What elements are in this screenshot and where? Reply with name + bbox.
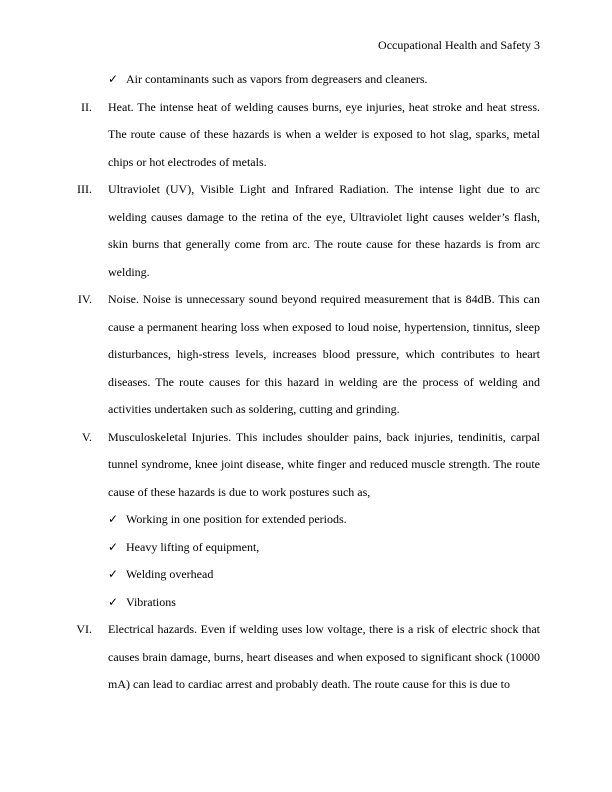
running-head: Occupational Health and Safety 3: [378, 38, 540, 52]
bullet-posture-2: [72, 534, 540, 562]
check-mark-icon: ✓: [108, 567, 119, 581]
list-number: III.: [77, 182, 92, 196]
bullet-text: Working in one position for extended periods.: [126, 512, 347, 526]
bullet-text: Welding overhead: [126, 567, 214, 581]
list-number: V.: [81, 429, 92, 444]
list-text: Electrical hazards. Even if welding uses low voltage, there is a risk of electric shock that causes brain damage, burns, heart diseases and when exposed to significant shock (10000 mA) can lead to cardiac arrest and probably death. The route cause for this is due to: [108, 622, 540, 691]
list-item-radiation: [72, 176, 540, 286]
bullet-air-contaminants: [72, 66, 540, 94]
check-mark-icon: ✓: [108, 539, 119, 554]
bullet-posture-3: [72, 561, 540, 589]
bullet-posture-4: [72, 589, 540, 617]
list-number: VI.: [76, 622, 92, 636]
list-text: Heat. The intense heat of welding causes burns, eye injuries, heat stroke and heat stress. The route cause of these hazards is when a welder is exposed to hot slag, sparks, metal chips or hot electrodes of metals.: [108, 99, 540, 169]
list-text: Noise. Noise is unnecessary sound beyond required measurement that is 84dB. This can cause a permanent hearing loss when exposed to loud noise, hypertension, tinnitus, sleep disturbances, high-stress levels, increases blood pressure, which contributes to heart diseases. The route causes for this hazard in welding are the process of welding and activities undertaken such as soldering, cutting and grinding.: [108, 292, 540, 416]
page-body: [72, 66, 540, 699]
bullet-text: Vibrations: [126, 594, 176, 609]
list-item-musculoskeletal: [72, 424, 540, 507]
bullet-text: Heavy lifting of equipment,: [126, 539, 260, 554]
list-text: Musculoskeletal Injuries. This includes shoulder pains, back injuries, tendinitis, carpal tunnel syndrome, knee joint disease, white finger and reduced muscle strength. The route cause of these hazards is due to work postures such as,: [108, 429, 540, 499]
list-item-noise: [72, 286, 540, 424]
check-mark-icon: ✓: [108, 512, 119, 526]
list-text: Ultraviolet (UV), Visible Light and Infrared Radiation. The intense light due to arc welding causes damage to the retina of the eye, Ultraviolet light causes welder’s flash, skin burns that generally come from arc. The route cause for these hazards is from arc welding.: [108, 182, 540, 279]
check-mark-icon: ✓: [108, 594, 119, 609]
list-item-heat: [72, 94, 540, 177]
bullet-posture-1: [72, 506, 540, 534]
check-mark-icon: ✓: [108, 72, 119, 86]
list-item-electrical: [72, 616, 540, 699]
list-number: II.: [81, 99, 92, 114]
list-number: IV.: [77, 292, 92, 306]
bullet-text: Air contaminants such as vapors from degreasers and cleaners.: [126, 72, 428, 86]
